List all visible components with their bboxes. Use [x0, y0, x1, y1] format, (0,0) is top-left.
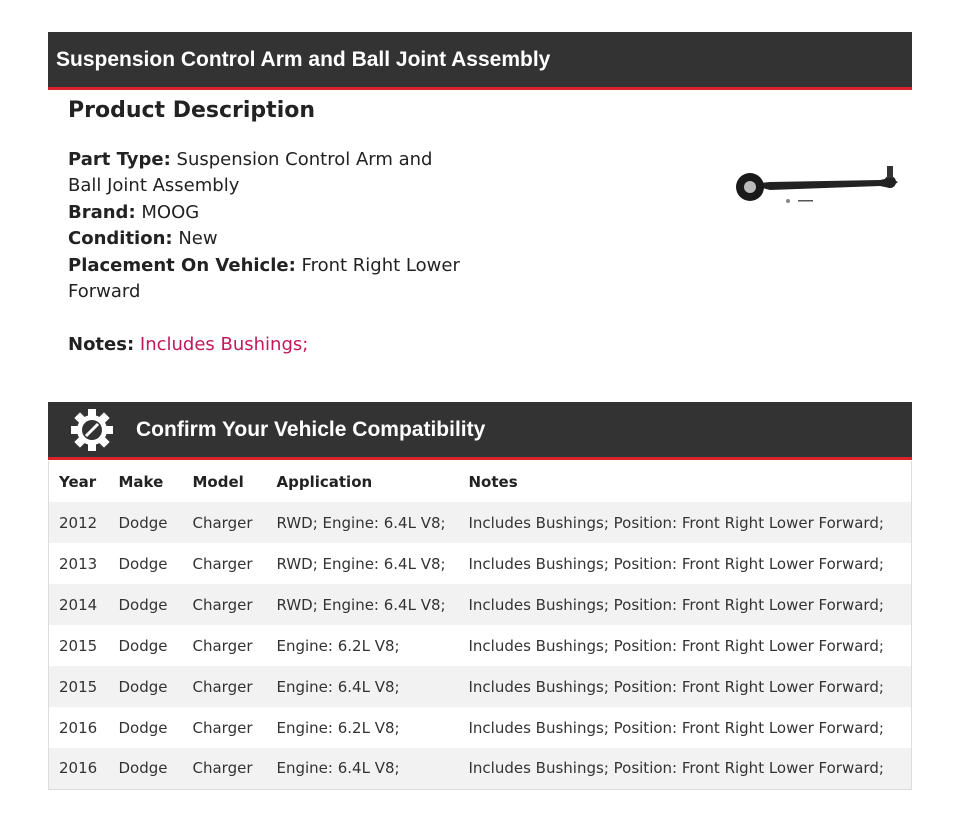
table-cell: Engine: 6.2L V8; [276, 718, 400, 737]
field-placement [68, 253, 468, 306]
table-cell: 2016 [59, 718, 98, 737]
field-label: Placement On Vehicle: [68, 254, 296, 276]
field-label: Notes: [68, 333, 135, 355]
table-cell: 2014 [59, 595, 98, 614]
description-heading: Product Description [68, 98, 316, 123]
column-application: Application [276, 472, 373, 491]
table-cell: 2016 [59, 759, 98, 778]
table-cell: RWD; Engine: 6.4L V8; [276, 513, 446, 532]
table-cell: Dodge [118, 554, 168, 573]
field-label: Condition: [68, 228, 173, 249]
table-cell: Dodge [118, 677, 168, 696]
table-row [49, 502, 912, 543]
column-notes: Notes [468, 472, 518, 491]
table-cell: 2015 [59, 636, 98, 655]
field-brand [68, 200, 468, 227]
table-cell: Dodge [118, 759, 168, 778]
field-condition [68, 226, 468, 253]
table-cell: Includes Bushings; Position: Front Right Lower Forward; [468, 718, 884, 737]
column-year: Year [59, 472, 97, 491]
field-part-type [68, 147, 468, 200]
compatibility-title: Confirm Your Vehicle Compatibility [136, 417, 486, 441]
table-cell: 2012 [59, 513, 98, 532]
table-row [49, 543, 912, 584]
table-cell: Charger [192, 636, 253, 655]
product-title: Suspension Control Arm and Ball Joint Assembly [56, 47, 551, 71]
table-cell: Includes Bushings; Position: Front Right Lower Forward; [468, 636, 884, 655]
table-row [49, 625, 912, 666]
table-cell: Charger [192, 595, 253, 614]
table-row [49, 748, 912, 789]
table-cell: Includes Bushings; Position: Front Right Lower Forward; [468, 554, 884, 573]
table-cell: Charger [192, 759, 253, 778]
table-header-row [49, 461, 912, 502]
table-cell: Includes Bushings; Position: Front Right Lower Forward; [468, 595, 884, 614]
table-cell: Charger [192, 513, 253, 532]
table-cell: Charger [192, 718, 253, 737]
table-cell: Engine: 6.4L V8; [276, 759, 400, 778]
table-cell: Dodge [118, 595, 168, 614]
field-value: New [178, 228, 218, 249]
column-model: Model [192, 472, 244, 491]
field-value: Includes Bushings; [139, 333, 309, 355]
field-value: Suspension Control Arm and Ball Joint Assembly [68, 148, 433, 196]
table-cell: Dodge [118, 636, 168, 655]
gear-icon [70, 408, 114, 452]
table-cell: Dodge [118, 513, 168, 532]
product-title-bar [48, 32, 912, 90]
table-cell: Includes Bushings; Position: Front Right Lower Forward; [468, 513, 884, 532]
field-value: Front Right Lower Forward [68, 254, 460, 302]
field-value: MOOG [141, 201, 200, 223]
compatibility-header [48, 402, 912, 460]
table-cell: 2015 [59, 677, 98, 696]
field-label: Brand: [68, 201, 136, 223]
table-cell: Engine: 6.2L V8; [276, 636, 400, 655]
table-row [49, 666, 912, 707]
table-cell: Charger [192, 677, 253, 696]
field-label: Part Type: [68, 148, 171, 170]
table-cell: 2013 [59, 554, 98, 573]
product-description [68, 98, 468, 358]
table-cell: RWD; Engine: 6.4L V8; [276, 554, 446, 573]
table-row [49, 707, 912, 748]
table-row [49, 584, 912, 625]
table-cell: Charger [192, 554, 253, 573]
table-cell: Includes Bushings; Position: Front Right Lower Forward; [468, 759, 884, 778]
table-cell: RWD; Engine: 6.4L V8; [276, 595, 446, 614]
table-cell: Includes Bushings; Position: Front Right Lower Forward; [468, 677, 884, 696]
column-make: Make [118, 472, 164, 491]
table-cell: Engine: 6.4L V8; [276, 677, 400, 696]
table-cell: Dodge [118, 718, 168, 737]
compatibility-table [48, 461, 912, 790]
product-image [730, 160, 905, 210]
field-notes [68, 332, 468, 359]
